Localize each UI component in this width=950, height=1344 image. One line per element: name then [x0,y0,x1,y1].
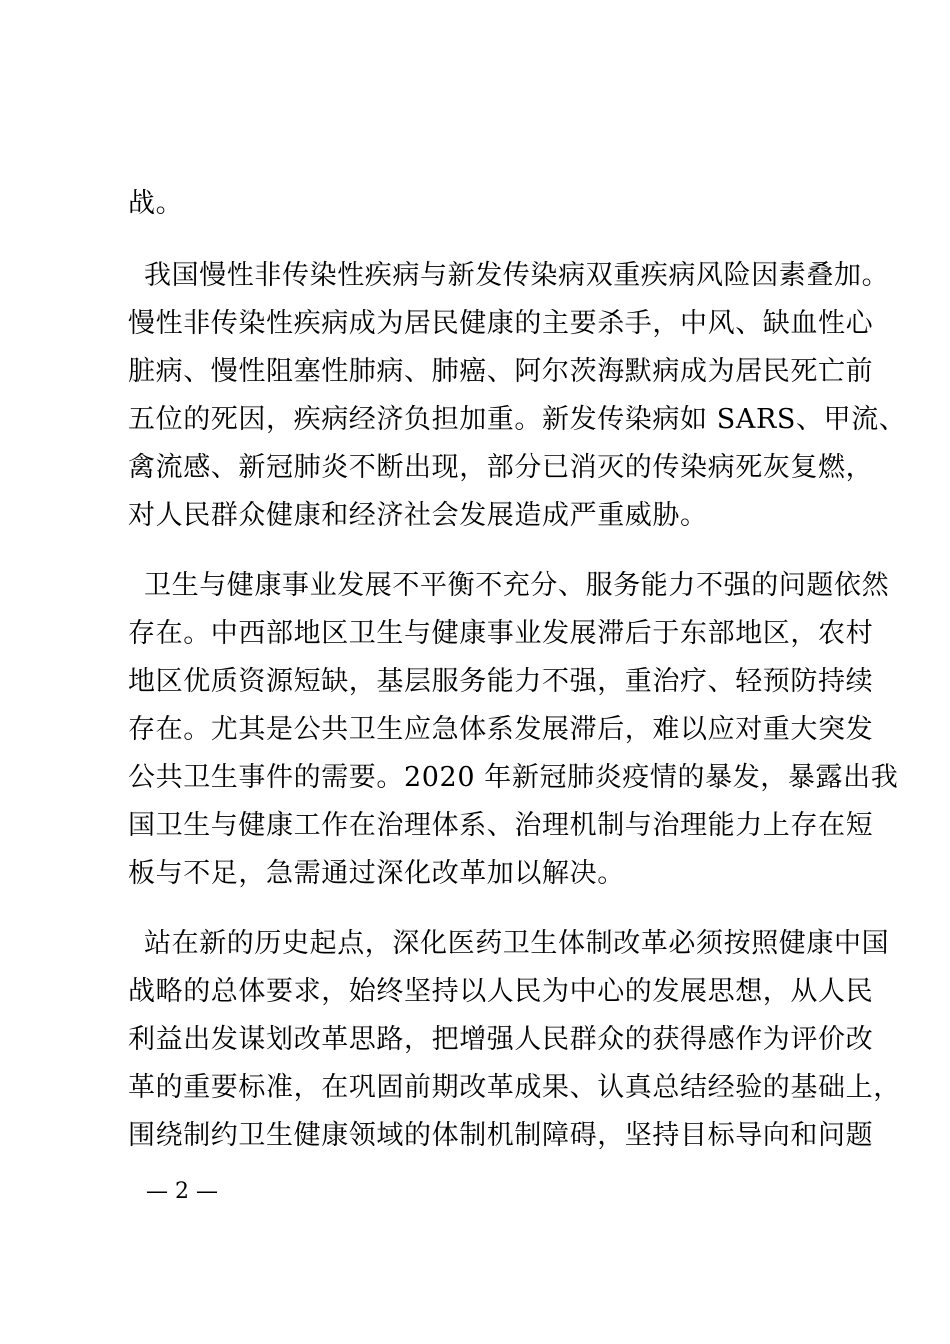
text-line: 存在。尤其是公共卫生应急体系发展滞后，难以应对重大突发 [128,714,874,745]
text-line: 脏病、慢性阻塞性肺病、肺癌、阿尔茨海默病成为居民死亡前 [128,356,874,387]
paragraph-first-line: 卫生与健康事业发展不平衡不充分、服务能力不强的问题依然 [144,570,890,601]
text-line: 利益出发谋划改革思路，把增强人民群众的获得感作为评价改 [128,1024,874,1055]
text-line: 五位的死因，疾病经济负担加重。新发传染病如 SARS、甲流、 [128,404,907,435]
text-line: 围绕制约卫生健康领域的体制机制障碍，坚持目标导向和问题 [128,1120,874,1151]
text-line: 慢性非传染性疾病成为居民健康的主要杀手，中风、缺血性心 [128,308,874,339]
text-line: 地区优质资源短缺，基层服务能力不强，重治疗、轻预防持续 [128,666,874,697]
text-line: 公共卫生事件的需要。2020 年新冠肺炎疫情的暴发，暴露出我 [128,762,899,793]
page-number: — 2 — [146,1179,218,1204]
paragraph-first-line: 站在新的历史起点，深化医药卫生体制改革必须按照健康中国 [144,928,890,959]
text-line: 战。 [128,188,184,219]
text-line: 禽流感、新冠肺炎不断出现，部分已消灭的传染病死灰复燃， [128,452,874,483]
text-line: 国卫生与健康工作在治理体系、治理机制与治理能力上存在短 [128,810,874,841]
text-line: 板与不足，急需通过深化改革加以解决。 [128,858,625,889]
paragraph-first-line: 我国慢性非传染性疾病与新发传染病双重疾病风险因素叠加。 [144,260,890,291]
text-line: 对人民群众健康和经济社会发展造成严重威胁。 [128,500,708,531]
text-line: 战略的总体要求，始终坚持以人民为中心的发展思想，从人民 [128,976,874,1007]
text-line: 革的重要标准，在巩固前期改革成果、认真总结经验的基础上， [128,1072,901,1103]
text-line: 存在。中西部地区卫生与健康事业发展滞后于东部地区，农村 [128,618,874,649]
